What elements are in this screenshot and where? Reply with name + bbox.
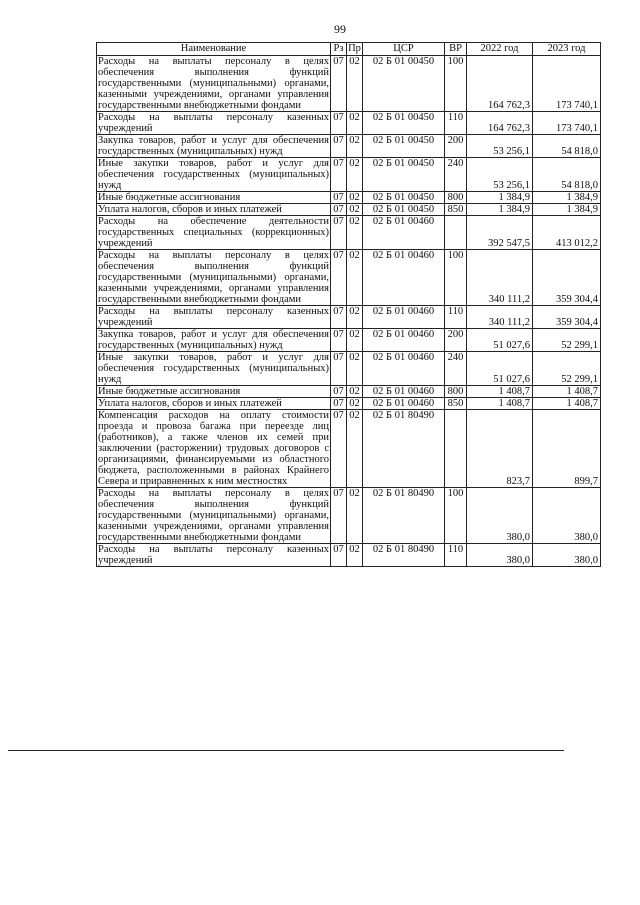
- cell-rz: 07: [331, 410, 347, 488]
- cell-csr: 02 Б 01 80490: [363, 544, 445, 567]
- cell-2022: 1 384,9: [467, 192, 533, 204]
- cell-pr: 02: [347, 410, 363, 488]
- cell-name: Расходы на выплаты персоналу казенных учреждений: [98, 112, 329, 134]
- cell-2023: 1 408,7: [533, 398, 601, 410]
- cell-vr: 110: [445, 112, 467, 135]
- cell-name: Иные бюджетные ассигнования: [97, 192, 331, 204]
- cell-rz: 07: [331, 386, 347, 398]
- cell-rz: 07: [331, 544, 347, 567]
- cell-vr: 110: [445, 544, 467, 567]
- header-rz: Рз: [331, 43, 347, 56]
- cell-2023: 173 740,1: [533, 112, 601, 135]
- cell-2022: 51 027,6: [467, 352, 533, 386]
- table-row: [97, 56, 601, 112]
- cell-2023: 380,0: [533, 488, 601, 544]
- cell-name: Закупка товаров, работ и услуг для обеспечения государственных (муниципальных) нужд: [98, 135, 329, 157]
- header-vr: ВР: [445, 43, 467, 56]
- table-row: [97, 158, 601, 192]
- cell-rz: 07: [331, 398, 347, 410]
- cell-rz: 07: [331, 192, 347, 204]
- cell-rz: 07: [331, 306, 347, 329]
- cell-rz: 07: [331, 250, 347, 306]
- cell-name: Компенсация расходов на оплату стоимости проезда и провоза багажа при переезде лиц (работников), а также членов их семей при заключении (расторжении) трудовых договоров с организациями, финансируемыми из областного бюджета, расположенными в районах Крайнего Севера и приравненных к ним местностях: [98, 410, 329, 487]
- cell-name: Расходы на выплаты персоналу в целях обеспечения выполнения функций государственными (муниципальными) органами, казенными учреждениями, органами управления государственными внебюджетными фондами: [98, 56, 329, 111]
- cell-rz: 07: [331, 204, 347, 216]
- cell-name: Расходы на выплаты персоналу казенных учреждений: [98, 306, 329, 328]
- cell-pr: 02: [347, 56, 363, 112]
- cell-csr: 02 Б 01 00460: [363, 352, 445, 386]
- cell-name: Уплата налогов, сборов и иных платежей: [97, 398, 331, 410]
- cell-2022: 1 408,7: [467, 398, 533, 410]
- table-body: [97, 56, 601, 567]
- cell-pr: 02: [347, 135, 363, 158]
- cell-vr: 200: [445, 329, 467, 352]
- table-row: [97, 250, 601, 306]
- cell-2022: 340 111,2: [467, 250, 533, 306]
- footer-rule: [8, 750, 564, 751]
- cell-csr: 02 Б 01 00460: [363, 306, 445, 329]
- cell-pr: 02: [347, 112, 363, 135]
- cell-name: Иные закупки товаров, работ и услуг для обеспечения государственных (муниципальных) нужд: [98, 158, 329, 191]
- cell-pr: 02: [347, 204, 363, 216]
- cell-csr: 02 Б 01 00460: [363, 329, 445, 352]
- cell-rz: 07: [331, 112, 347, 135]
- cell-name: Расходы на выплаты персоналу в целях обеспечения выполнения функций государственными (муниципальными) органами, казенными учреждениями, органами управления государственными внебюджетными фондами: [98, 488, 329, 543]
- cell-2023: 1 408,7: [533, 386, 601, 398]
- table-row: [97, 329, 601, 352]
- cell-vr: 200: [445, 135, 467, 158]
- header-name: Наименование: [97, 43, 331, 56]
- cell-csr: 02 Б 01 00450: [363, 135, 445, 158]
- cell-csr: 02 Б 01 00460: [363, 386, 445, 398]
- cell-vr: 850: [445, 398, 467, 410]
- cell-vr: 110: [445, 306, 467, 329]
- cell-2023: 413 012,2: [533, 216, 601, 250]
- table-row: [97, 410, 601, 488]
- cell-pr: 02: [347, 329, 363, 352]
- header-2023: 2023 год: [533, 43, 601, 56]
- cell-name: Расходы на обеспечение деятельности государственных специальных (коррекционных) учреждений: [98, 216, 329, 249]
- cell-2022: 53 256,1: [467, 135, 533, 158]
- cell-rz: 07: [331, 329, 347, 352]
- cell-pr: 02: [347, 386, 363, 398]
- cell-csr: 02 Б 01 00450: [363, 192, 445, 204]
- cell-vr: 100: [445, 250, 467, 306]
- table-row: [97, 352, 601, 386]
- cell-2023: 52 299,1: [533, 329, 601, 352]
- cell-2022: 53 256,1: [467, 158, 533, 192]
- cell-csr: 02 Б 01 00460: [363, 398, 445, 410]
- cell-2022: 380,0: [467, 488, 533, 544]
- cell-2022: 1 408,7: [467, 386, 533, 398]
- table-row: [97, 216, 601, 250]
- cell-2023: 380,0: [533, 544, 601, 567]
- cell-2022: 164 762,3: [467, 112, 533, 135]
- cell-vr: 800: [445, 192, 467, 204]
- cell-pr: 02: [347, 398, 363, 410]
- cell-csr: 02 Б 01 00450: [363, 56, 445, 112]
- cell-csr: 02 Б 01 80490: [363, 410, 445, 488]
- cell-2023: 173 740,1: [533, 56, 601, 112]
- cell-csr: 02 Б 01 00450: [363, 158, 445, 192]
- table-row: [97, 488, 601, 544]
- cell-rz: 07: [331, 56, 347, 112]
- cell-vr: 800: [445, 386, 467, 398]
- cell-rz: 07: [331, 352, 347, 386]
- cell-csr: 02 Б 01 00450: [363, 112, 445, 135]
- cell-csr: 02 Б 01 80490: [363, 488, 445, 544]
- page-number: 99: [334, 22, 346, 36]
- table-row: [97, 398, 601, 410]
- cell-pr: 02: [347, 158, 363, 192]
- cell-pr: 02: [347, 306, 363, 329]
- table-header-row: [97, 43, 601, 56]
- cell-pr: 02: [347, 250, 363, 306]
- cell-rz: 07: [331, 488, 347, 544]
- budget-table: [96, 42, 601, 567]
- cell-pr: 02: [347, 352, 363, 386]
- cell-name: Расходы на выплаты персоналу казенных учреждений: [98, 544, 329, 566]
- cell-vr: 240: [445, 352, 467, 386]
- cell-vr: [445, 410, 467, 488]
- cell-csr: 02 Б 01 00460: [363, 216, 445, 250]
- cell-pr: 02: [347, 544, 363, 567]
- cell-2023: 899,7: [533, 410, 601, 488]
- cell-rz: 07: [331, 158, 347, 192]
- table-row: [97, 204, 601, 216]
- table-row: [97, 192, 601, 204]
- cell-name: Иные закупки товаров, работ и услуг для обеспечения государственных (муниципальных) нужд: [98, 352, 329, 385]
- cell-2023: 1 384,9: [533, 204, 601, 216]
- cell-vr: 850: [445, 204, 467, 216]
- cell-2023: 54 818,0: [533, 135, 601, 158]
- cell-2023: 54 818,0: [533, 158, 601, 192]
- cell-2022: 1 384,9: [467, 204, 533, 216]
- cell-pr: 02: [347, 488, 363, 544]
- table-row: [97, 306, 601, 329]
- cell-pr: 02: [347, 216, 363, 250]
- cell-2022: 164 762,3: [467, 56, 533, 112]
- cell-vr: 100: [445, 56, 467, 112]
- cell-pr: 02: [347, 192, 363, 204]
- table-row: [97, 135, 601, 158]
- cell-2022: 340 111,2: [467, 306, 533, 329]
- table-row: [97, 112, 601, 135]
- table-row: [97, 544, 601, 567]
- cell-2022: 823,7: [467, 410, 533, 488]
- cell-vr: [445, 216, 467, 250]
- cell-2022: 380,0: [467, 544, 533, 567]
- cell-name: Закупка товаров, работ и услуг для обеспечения государственных (муниципальных) нужд: [98, 329, 329, 351]
- header-pr: Пр: [348, 43, 361, 54]
- cell-2023: 52 299,1: [533, 352, 601, 386]
- cell-2022: 51 027,6: [467, 329, 533, 352]
- cell-rz: 07: [331, 135, 347, 158]
- cell-name: Иные бюджетные ассигнования: [97, 386, 331, 398]
- cell-vr: 100: [445, 488, 467, 544]
- cell-2023: 359 304,4: [533, 306, 601, 329]
- table-row: [97, 386, 601, 398]
- cell-rz: 07: [331, 216, 347, 250]
- cell-name: Расходы на выплаты персоналу в целях обеспечения выполнения функций государственными (муниципальными) органами, казенными учреждениями, органами управления государственными внебюджетными фондами: [98, 250, 329, 305]
- header-csr: ЦСР: [363, 43, 445, 56]
- cell-name: Уплата налогов, сборов и иных платежей: [97, 204, 331, 216]
- cell-2023: 1 384,9: [533, 192, 601, 204]
- cell-vr: 240: [445, 158, 467, 192]
- cell-csr: 02 Б 01 00450: [363, 204, 445, 216]
- header-2022: 2022 год: [467, 43, 533, 56]
- cell-2022: 392 547,5: [467, 216, 533, 250]
- cell-csr: 02 Б 01 00460: [363, 250, 445, 306]
- cell-2023: 359 304,4: [533, 250, 601, 306]
